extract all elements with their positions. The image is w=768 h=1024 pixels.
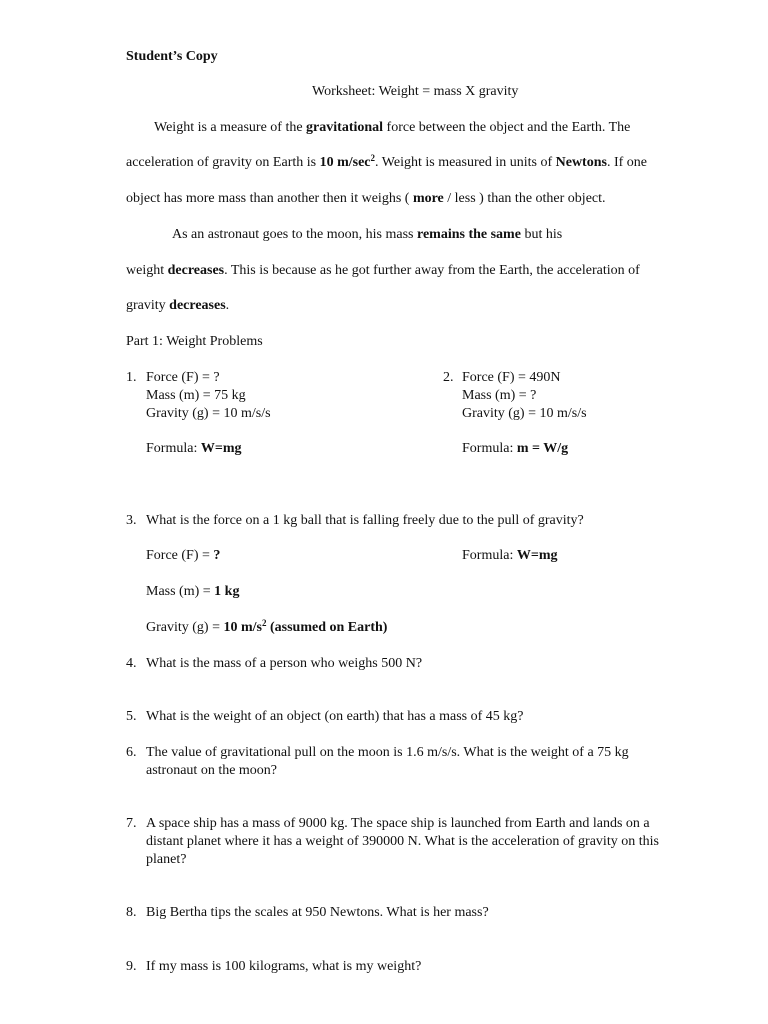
- q3-force: Force (F) = ?: [146, 548, 221, 563]
- q7-line-3: planet?: [146, 852, 187, 867]
- q3-mass: Mass (m) = 1 kg: [146, 584, 240, 599]
- q1-mass: Mass (m) = 75 kg: [146, 388, 246, 403]
- q4-text: What is the mass of a person who weighs 500 N?: [146, 656, 423, 671]
- intro-line-2: acceleration of gravity on Earth is 10 $m/\sec^2$. Weight is measured in units of Newtons. If one: [126, 153, 648, 170]
- part1-title: Part 1: Weight Problems: [126, 334, 263, 349]
- q6-number: 6.: [126, 745, 137, 760]
- q2-mass: Mass (m) = ?: [462, 388, 537, 403]
- q6-line-2: astronaut on the moon?: [146, 763, 278, 778]
- q6-line-1: The value of gravitational pull on the moon is 1.6 m/s/s. What is the weight of a 75 kg: [146, 745, 629, 760]
- intro-line-4: As an astronaut goes to the moon, his mass remains the same but his: [172, 227, 563, 242]
- q4-number: 4.: [126, 656, 137, 671]
- q1-number: 1.: [126, 370, 137, 385]
- intro-line-6: gravity decreases.: [126, 298, 230, 313]
- q7-line-2: distant planet where it has a weight of 390000 N. What is the acceleration of gravity on this: [146, 834, 659, 849]
- q5-number: 5.: [126, 709, 137, 724]
- q9-number: 9.: [126, 959, 137, 974]
- q2-gravity: Gravity (g) = 10 m/s/s: [462, 406, 587, 421]
- q1-formula: Formula: W=mg: [146, 441, 242, 456]
- q7-number: 7.: [126, 816, 137, 831]
- worksheet-title: Worksheet: Weight = mass X gravity: [312, 84, 519, 99]
- q8-text: Big Bertha tips the scales at 950 Newtons. What is her mass?: [146, 905, 489, 920]
- copy-label: Student’s Copy: [126, 49, 218, 64]
- q1-force: Force (F) = ?: [146, 370, 220, 385]
- q1-gravity: Gravity (g) = 10 m/s/s: [146, 406, 271, 421]
- q3-number: 3.: [126, 513, 137, 528]
- intro-line-1: Weight is a measure of the gravitational force between the object and the Earth. The: [154, 120, 631, 135]
- intro-line-5: weight decreases. This is because as he got further away from the Earth, the acceleration of: [126, 263, 640, 278]
- q8-number: 8.: [126, 905, 137, 920]
- q2-force: Force (F) = 490N: [462, 370, 561, 385]
- q9-text: If my mass is 100 kilograms, what is my weight?: [146, 959, 422, 974]
- q3-text: What is the force on a 1 kg ball that is falling freely due to the pull of gravity?: [146, 513, 584, 528]
- q5-text: What is the weight of an object (on earth) that has a mass of 45 kg?: [146, 709, 524, 724]
- q2-formula: Formula: m = W/g: [462, 441, 569, 456]
- q3-formula: Formula: W=mg: [462, 548, 558, 563]
- q7-line-1: A space ship has a mass of 9000 kg. The space ship is launched from Earth and lands on a: [146, 816, 650, 831]
- q2-number: 2.: [443, 370, 454, 385]
- q3-gravity: Gravity (g) = 10 $m/s^2$ (assumed on Earth): [146, 618, 388, 635]
- intro-line-3: object has more mass than another then it weighs ( more / less ) than the other object.: [126, 191, 606, 206]
